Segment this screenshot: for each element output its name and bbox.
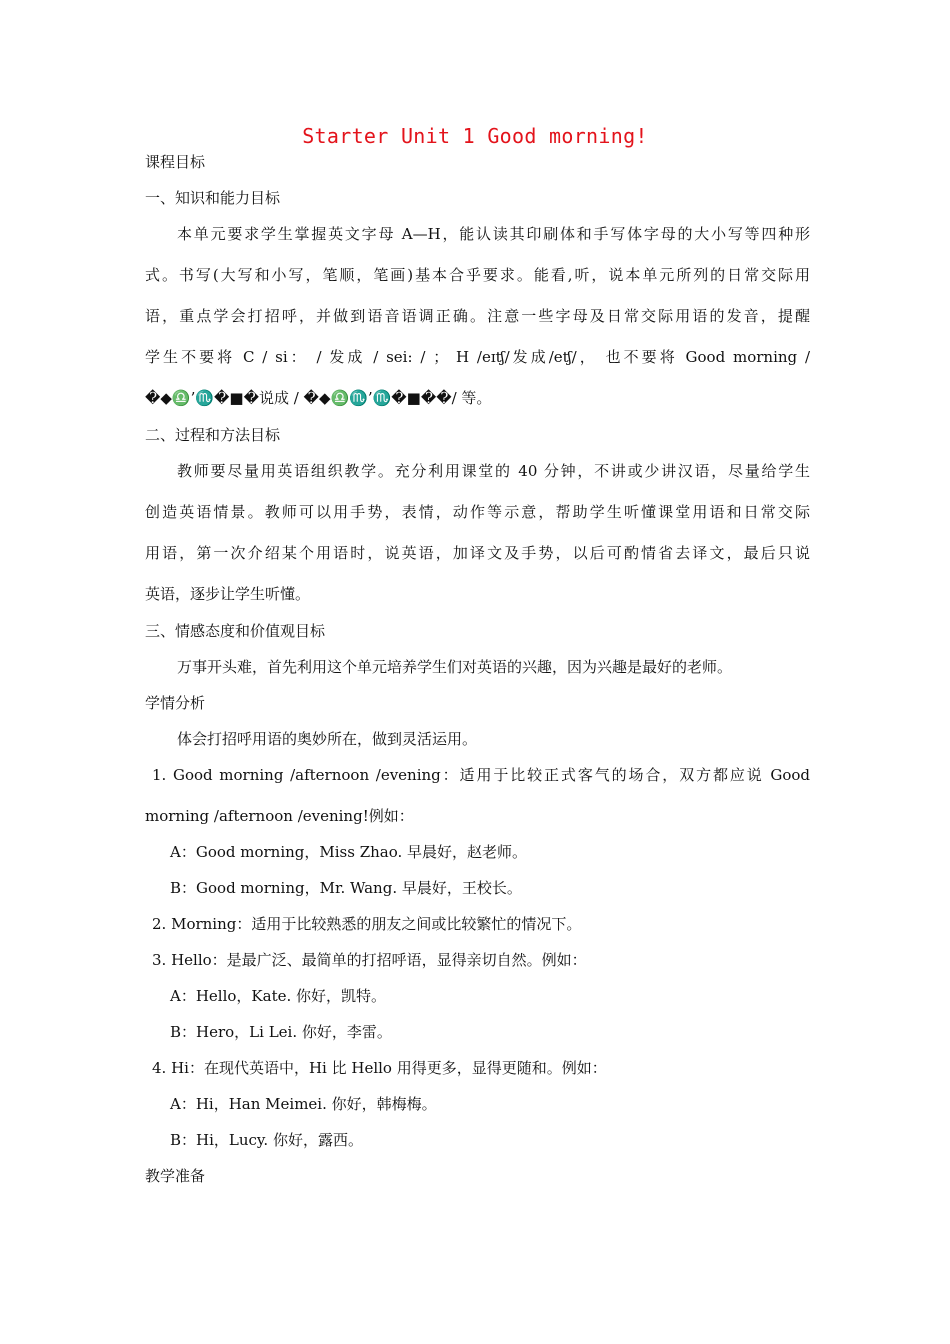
- paragraph-line: 语，重点学会打招呼，并做到语音语调正确。注意一些字母及日常交际用语的发音，提醒: [145, 307, 810, 325]
- section-heading: 学情分析: [145, 694, 206, 712]
- paragraph-line: 英语，逐步让学生听懂。: [145, 585, 311, 603]
- section-heading: 教学准备: [145, 1167, 206, 1185]
- paragraph-line: �◆♎’♏�■�说成 / �◆♎♏’♏�■��/ 等。: [145, 389, 492, 407]
- section-heading: 二、过程和方法目标: [145, 426, 281, 444]
- section-heading: 三、情感态度和价值观目标: [145, 622, 326, 640]
- document-title: Starter Unit 1 Good morning!: [302, 124, 648, 148]
- dialogue-line: B：Hi，Lucy. 你好，露西。: [170, 1131, 363, 1149]
- dialogue-line: B：Hero，Li Lei. 你好，李雷。: [170, 1023, 392, 1041]
- section-heading: 课程目标: [145, 153, 206, 171]
- list-item: 2. Morning：适用于比较熟悉的朋友之间或比较繁忙的情况下。: [152, 915, 582, 933]
- list-item: 3. Hello：是最广泛、最简单的打招呼语，显得亲切自然。例如：: [152, 951, 587, 969]
- paragraph-line: 创造英语情景。教师可以用手势，表情，动作等示意，帮助学生听懂课堂用语和日常交际: [145, 503, 810, 521]
- paragraph-line: 教师要尽量用英语组织教学。充分利用课堂的 40 分钟，不讲或少讲汉语，尽量给学生: [177, 462, 810, 480]
- paragraph-line: 本单元要求学生掌握英文字母 A—H，能认读其印刷体和手写体字母的大小写等四种形: [177, 225, 810, 243]
- dialogue-line: B：Good morning，Mr. Wang. 早晨好，王校长。: [170, 879, 522, 897]
- list-item-continuation: morning /afternoon /evening!例如：: [145, 807, 414, 825]
- dialogue-line: A：Good morning，Miss Zhao. 早晨好，赵老师。: [170, 843, 528, 861]
- list-item: 1. Good morning /afternoon /evening：适用于比较正式客气的场合，双方都应说 Good: [152, 766, 810, 784]
- paragraph-line: 式。书写(大写和小写，笔顺，笔画)基本合乎要求。能看,听，说本单元所列的日常交际用: [145, 266, 810, 284]
- list-item: 4. Hi：在现代英语中，Hi 比 Hello 用得更多，显得更随和。例如：: [152, 1059, 607, 1077]
- paragraph-line: 用语，第一次介绍某个用语时，说英语，加译文及手势，以后可酌情省去译文，最后只说: [145, 544, 810, 562]
- dialogue-line: A：Hello，Kate. 你好，凯特。: [170, 987, 387, 1005]
- dialogue-line: A：Hi，Han Meimei. 你好，韩梅梅。: [170, 1095, 437, 1113]
- paragraph-line: 万事开头难，首先利用这个单元培养学生们对英语的兴趣，因为兴趣是最好的老师。: [177, 658, 733, 676]
- paragraph-line: 体会打招呼用语的奥妙所在，做到灵活运用。: [177, 730, 478, 748]
- section-heading: 一、知识和能力目标: [145, 189, 281, 207]
- paragraph-line: 学生不要将 C / si： / 发成 / sei: / ； H /eɪʧ/发成/eʧ/， 也不要将 Good morning /: [145, 348, 810, 366]
